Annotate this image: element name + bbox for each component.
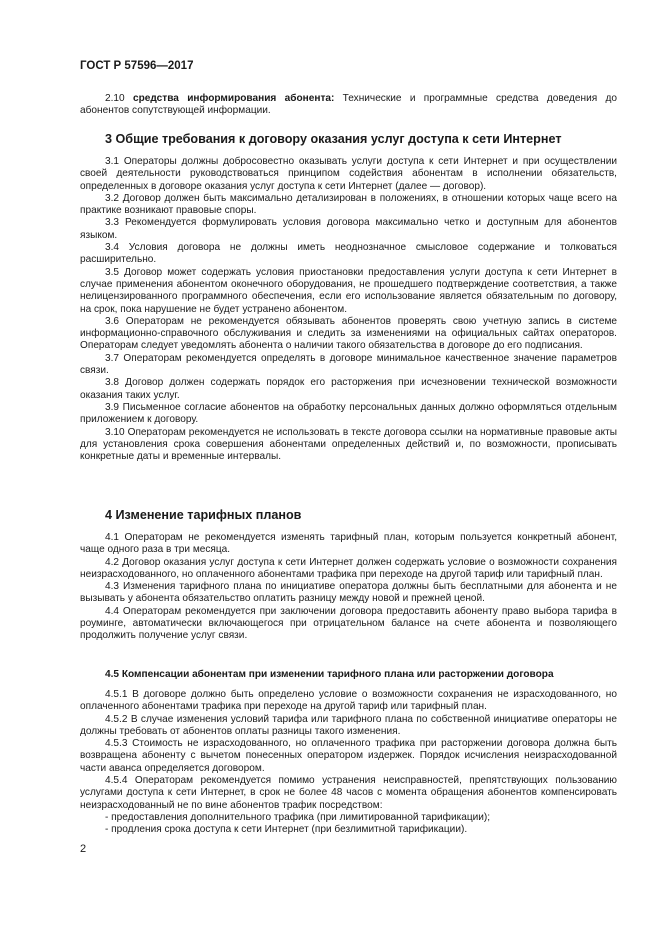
para-4-5-4: 4.5.4 Операторам рекомендуется помимо устранения неисправностей, препятствующих пользованию услугами доступа к сети Интернет, в срок не более 48 часов с момента обращения абонентов компенсировать неизрасходованный не по вине абонентов трафик посредством: xyxy=(80,775,617,811)
para-3-4: 3.4 Условия договора не должны иметь неоднозначное смысловое содержание и толковаться расширительно. xyxy=(80,242,617,266)
para-4-5-1: 4.5.1 В договоре должно быть определено условие о возможности сохранения не израсходованного, но оплаченного абонентами трафика при переходе на другой тариф или тарифный план. xyxy=(80,689,617,713)
para-4-3: 4.3 Изменения тарифного плана по инициативе оператора должны быть бесплатными для абонента и не вызывать у абонента обязательство оплатить разницу между новой и прежней ценой. xyxy=(80,581,617,605)
para-4-2: 4.2 Договор оказания услуг доступа к сети Интернет должен содержать условие о возможности сохранения неизрасходованного, но оплаченного абонентами трафика при переходе на другой тариф или тарифный план. xyxy=(80,556,617,580)
para-3-10: 3.10 Операторам рекомендуется не использовать в тексте договора ссылки на нормативные правовые акты для установления срока совершения абонентами определенных действий и, по возможности, прописывать конкретные даты и временные интервалы. xyxy=(80,426,617,463)
para-3-3: 3.3 Рекомендуется формулировать условия договора максимально четко и доступным для абонентов языком. xyxy=(80,217,617,241)
para-4-5-2: 4.5.2 В случае изменения условий тарифа или тарифного плана по собственной инициативе операторы не должны требовать от абонентов оплаты разницы такого изменения. xyxy=(80,713,617,737)
subsection-4-5-title: 4.5 Компенсации абонентам при изменении тарифного плана или расторжении договора xyxy=(105,669,554,680)
list-item: - продления срока доступа к сети Интернет (при безлимитной тарификации). xyxy=(105,824,468,836)
page-number: 2 xyxy=(80,843,87,855)
section-4-title: 4 Изменение тарифных планов xyxy=(105,508,302,522)
para-3-5: 3.5 Договор может содержать условия приостановки предоставления услуги доступа к сети Интернет в случае применения абонентом оконечного оборудования, не прошедшего подтверждение соответствия, а также нелицензированного программного обеспечения, если его использование является обязательным по договору, на срок, пока нарушение не будет устранено абонентом. xyxy=(80,266,617,315)
subsection-4-5-body xyxy=(80,689,617,837)
section-3-title: 3 Общие требования к договору оказания услуг доступа к сети Интернет xyxy=(105,132,562,146)
para-3-7: 3.7 Операторам рекомендуется определять в договоре минимальное качественное значение параметров связи. xyxy=(80,352,617,377)
list-item: - предоставления дополнительного трафика (при лимитированной тарификации); xyxy=(105,811,491,823)
para-4-4: 4.4 Операторам рекомендуется при заключении договора предоставить абоненту право выбора тарифа в роуминге, автоматически включающегося при отрицательном балансе на счете абонента и позволяющего продолжить получение услуг связи. xyxy=(80,605,617,642)
standard-header: ГОСТ Р 57596—2017 xyxy=(80,60,194,72)
para-3-9: 3.9 Письменное согласие абонентов на обработку персональных данных должно оформляться отдельным приложением к договору. xyxy=(80,401,617,426)
para-4-1: 4.1 Операторам не рекомендуется изменять тарифный план, которым пользуется конкретный абонент, чаще одного раза в три месяца. xyxy=(80,532,617,556)
para-4-5-3: 4.5.3 Стоимость не израсходованного, но оплаченного трафика при расторжении договора должна быть возвращена абоненту с вычетом понесенных оператором издержек. Порядок исчисления неизрасходованной части аванса определяется договором. xyxy=(80,738,617,774)
para-3-2: 3.2 Договор должен быть максимально детализирован в положениях, в отношении которых чаще всего на практике возникают правовые споры. xyxy=(80,192,617,217)
term-name: средства информирования абонента: xyxy=(132,93,335,104)
section-4-body xyxy=(80,532,617,643)
para-3-8: 3.8 Договор должен содержать порядок его расторжения при исчезновении технической возможности оказания таких услуг. xyxy=(80,377,617,401)
section-3-body xyxy=(80,156,617,463)
para-3-6: 3.6 Операторам не рекомендуется обязывать абонентов проверять свою учетную запись в системе информационно-справочного обслуживания и следить за изменениями на официальных сайтах операторов. Операторам следует уведомлять абонента о наличии такого обязательства в договоре до его подписания. xyxy=(80,315,617,352)
term-2-10: 2.10 средства информирования абонента: Технические и программные средства доведения до абонентов сопутствующей информации. xyxy=(80,93,617,117)
para-3-1: 3.1 Операторы должны добросовестно оказывать услуги доступа к сети Интернет и при осуществлении своей деятельности руководствоваться принципом содействия абонентам в исполнении обязательств, определенных в договоре оказания услуг доступа к сети Интернет (далее — договор). xyxy=(80,156,617,192)
